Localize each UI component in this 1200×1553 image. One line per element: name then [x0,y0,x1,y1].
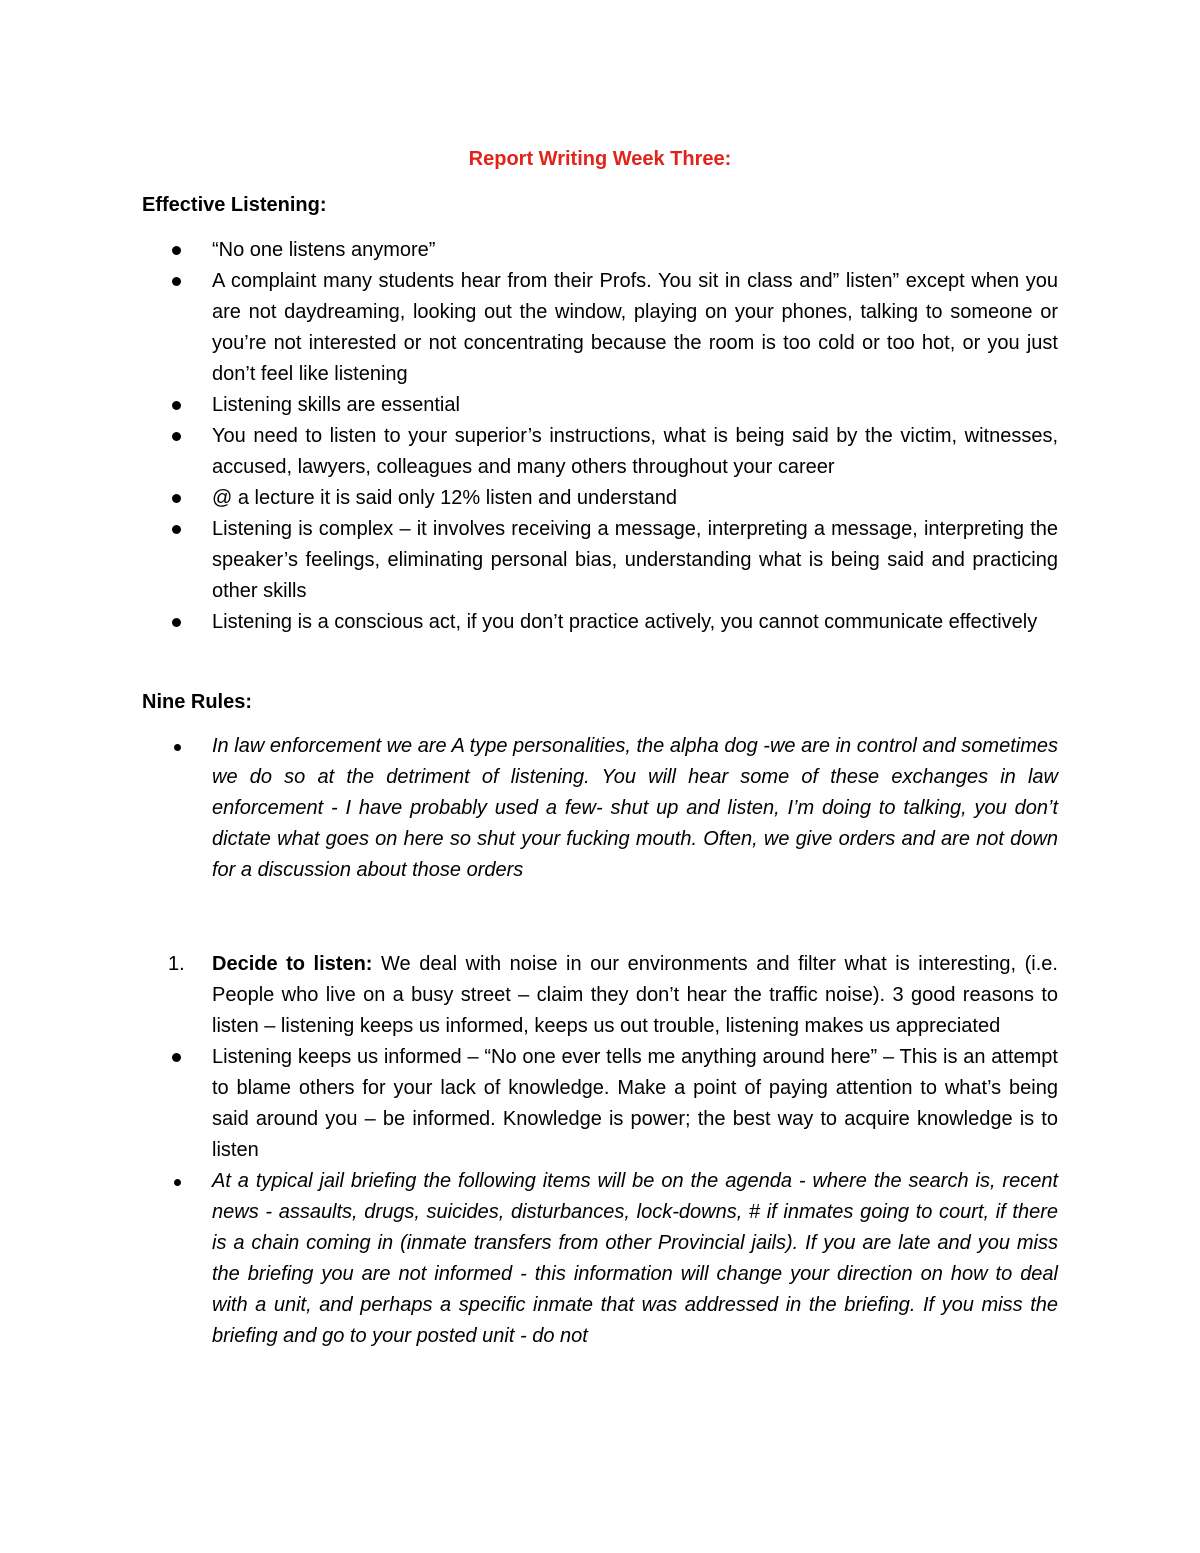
list-item: At a typical jail briefing the following items will be on the agenda - where the search is, recent news - assaults, drugs, suicides, disturbances, lock-downs, # if inmates going to court, if there is a chain coming in (inmate transfers from other Provincial jails). If you are late and you miss the briefing you are not informed - this information will change your direction on how to deal with a unit, and perhaps a specific inmate that was addressed in the briefing. If you miss the briefing and go to your posted unit - do not [212,1166,1058,1352]
bullet-icon [174,1179,181,1186]
bullet-icon [172,1053,181,1062]
list-item: A complaint many students hear from their Profs. You sit in class and” listen” except when you are not daydreaming, looking out the window, playing on your phones, talking to someone or you’re not interested or not concentrating because the room is too cold or too hot, or you just don’t feel like listening [212,266,1058,390]
rule-label: Decide to listen: [212,953,373,975]
effective-listening-list [212,235,1058,638]
list-item: “No one listens anymore” [212,235,1058,266]
bullet-icon [172,401,181,410]
bullet-icon [172,432,181,441]
bullet-icon [172,246,181,255]
rule-item [168,949,1058,1042]
list-item: You need to listen to your superior’s instructions, what is being said by the victim, witnesses, accused, lawyers, colleagues and many others throughout your career [212,421,1058,483]
section-heading-nine-rules: Nine Rules: [142,691,253,713]
list-item: In law enforcement we are A type personalities, the alpha dog -we are in control and sometimes we do so at the detriment of listening. You will hear some of these exchanges in law enforcement - I have probably used a few- shut up and listen, I’m doing to talking, you don’t dictate what goes on here so shut your fucking mouth. Often, we give orders and are not down for a discussion about those orders [212,731,1058,886]
list-item: Listening is a conscious act, if you don’t practice actively, you cannot communicate effectively [212,607,1058,638]
list-item: @ a lecture it is said only 12% listen and understand [212,483,1058,514]
list-item: Listening keeps us informed – “No one ever tells me anything around here” – This is an attempt to blame others for your lack of knowledge. Make a point of paying attention to what’s being said around you – be informed. Knowledge is power; the best way to acquire knowledge is to listen [212,1042,1058,1166]
document-title: Report Writing Week Three: [468,148,732,170]
bullet-icon [172,494,181,503]
rule-text: We deal with noise in our environments and filter what is interesting, (i.e. People who live on a busy street – claim they don’t hear the traffic noise). 3 good reasons to listen – listening keeps us informed, keeps us out trouble, listening makes us appreciated [212,953,1058,1037]
rule-number: 1. [168,953,185,975]
nine-rules-note-list [212,731,1058,886]
bullet-icon [172,277,181,286]
rules-list [168,949,1058,1352]
section-heading-effective-listening: Effective Listening: [142,194,327,216]
bullet-icon [172,525,181,534]
list-item: Listening skills are essential [212,390,1058,421]
list-item: Listening is complex – it involves receiving a message, interpreting a message, interpreting the speaker’s feelings, eliminating personal bias, understanding what is being said and practicing other skills [212,514,1058,607]
bullet-icon [172,618,181,627]
bullet-icon [174,744,181,751]
